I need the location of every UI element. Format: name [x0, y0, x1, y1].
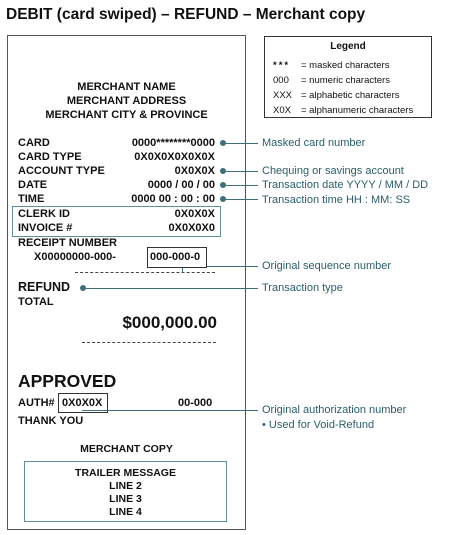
card-type-value: 0X0X0X0X0X0X	[134, 151, 215, 163]
auth-right-value: 00-000	[178, 397, 213, 409]
trailer-message: TRAILER MESSAGE	[75, 467, 176, 479]
transaction-type: REFUND	[18, 280, 71, 294]
annotation-time: Transaction time HH : MM: SS	[262, 194, 411, 206]
total-label: TOTAL	[18, 296, 54, 308]
auth-label: AUTH#	[18, 397, 55, 409]
thank-you: THANK YOU	[18, 415, 84, 427]
trailer-line-3: LINE 3	[109, 493, 142, 505]
clerk-id-label: CLERK ID	[18, 208, 70, 220]
sequence-highlight	[147, 247, 207, 268]
receipt-number-sequence: 000-000-0	[150, 251, 201, 263]
auth-code: 0X0X0X	[62, 397, 103, 409]
receipt-number-label: RECEIPT NUMBER	[18, 237, 118, 249]
annotation-account-type: Chequing or savings account	[262, 165, 404, 177]
time-value: 0000 00 : 00 : 00	[131, 193, 215, 205]
account-connector-line	[226, 171, 258, 172]
annotation-auth-note: • Used for Void-Refund	[262, 419, 375, 431]
sequence-connector-stem	[182, 268, 183, 272]
card-connector-line	[226, 143, 258, 144]
legend-symbol-alphanumeric: X0X	[273, 105, 291, 116]
invoice-label: INVOICE #	[18, 222, 73, 234]
legend-symbol-numeric: 000	[273, 75, 289, 86]
legend-text-masked: = masked characters	[301, 60, 390, 71]
legend-text-numeric: = numeric characters	[301, 75, 390, 86]
time-label: TIME	[18, 193, 45, 205]
sequence-connector-line	[207, 266, 258, 267]
trailer-line-2: LINE 2	[109, 480, 142, 492]
date-value: 0000 / 00 / 00	[147, 179, 215, 191]
legend-text-alphanumeric: = alphanumeric characters	[301, 105, 414, 116]
time-connector-line	[226, 199, 258, 200]
annotation-masked-card: Masked card number	[262, 137, 366, 149]
merchant-address: MERCHANT ADDRESS	[66, 95, 187, 107]
card-label: CARD	[18, 137, 50, 149]
total-amount: $000,000.00	[122, 313, 217, 332]
account-type-value: 0X0X0X	[174, 165, 215, 177]
annotation-date: Transaction date YYYY / MM / DD	[262, 179, 429, 191]
invoice-value: 0X0X0X0	[168, 222, 215, 234]
clerk-id-value: 0X0X0X	[174, 208, 215, 220]
legend-title: Legend	[330, 41, 366, 52]
legend-text-alphabetic: = alphabetic characters	[301, 90, 400, 101]
legend-symbol-alphabetic: XXX	[273, 90, 293, 101]
trailer-line-4: LINE 4	[109, 506, 142, 518]
merchant-copy: MERCHANT COPY	[80, 443, 173, 455]
merchant-city: MERCHANT CITY & PROVINCE	[45, 109, 208, 121]
auth-connector-line	[82, 410, 258, 411]
annotation-transaction-type: Transaction type	[262, 282, 343, 294]
date-label: DATE	[18, 179, 48, 191]
annotation-auth-number: Original authorization number	[262, 404, 407, 416]
legend	[264, 36, 432, 118]
receipt-number-prefix: X00000000-000-	[34, 251, 116, 263]
card-value: 0000********0000	[131, 137, 215, 149]
legend-symbol-masked: ***	[273, 60, 291, 71]
divider	[82, 342, 216, 343]
date-connector-line	[226, 185, 258, 186]
divider	[75, 272, 215, 273]
card-type-label: CARD TYPE	[18, 151, 82, 163]
approved-status: APPROVED	[18, 371, 117, 391]
account-type-label: ACCOUNT TYPE	[18, 165, 105, 177]
type-connector-line	[86, 288, 258, 289]
merchant-name: MERCHANT NAME	[77, 81, 176, 93]
annotation-sequence: Original sequence number	[262, 260, 392, 272]
page-title: DEBIT (card swiped) – REFUND – Merchant copy	[6, 6, 366, 23]
